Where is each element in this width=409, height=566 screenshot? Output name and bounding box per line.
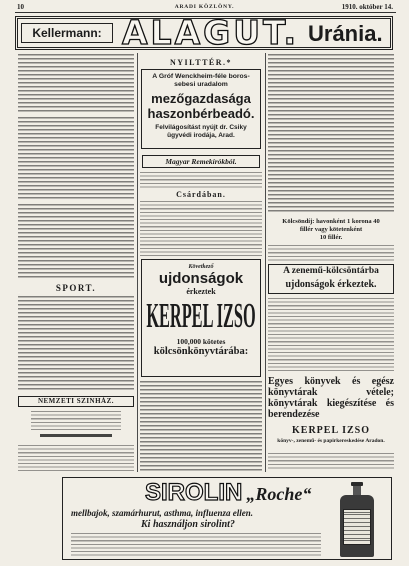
sirolin-question: Ki használjon sirolint? (141, 519, 235, 530)
estate-ad-headline: mezőgazdasága (151, 91, 251, 106)
music-library-ad (268, 264, 394, 294)
sirolin-bottle-illustration (333, 482, 383, 558)
sirolin-indications: mellbajok, szamárhurut, asthma, influenza ellen. (71, 508, 254, 518)
estate-ad-line: sebesi uradalom (174, 81, 228, 88)
music-ad-line: A zenemű-kölcsöntárba (283, 266, 379, 276)
estate-ad-headline: haszonbérbeadó. (147, 106, 255, 121)
text-block (18, 54, 134, 114)
fee-line: Kölcsöndíj: havonként 1 korona 40 (282, 218, 380, 225)
text-block (18, 296, 134, 392)
sirolin-ad (62, 477, 392, 560)
text-block (268, 54, 394, 214)
banner-venue: Uránia. (308, 21, 383, 46)
estate-ad-contact: ügyvédi irodája, Arad. (167, 132, 235, 139)
column-rule-right (265, 53, 266, 472)
banner-title: ALAGUT. (122, 13, 300, 52)
lending-fee-notice (268, 218, 394, 242)
estate-ad-line: A Gróf Wenckheim-féle boros- (152, 73, 250, 80)
text-block (140, 201, 262, 257)
section-heading-nyiltter: NYILTTÉR.* (169, 58, 233, 67)
text-block (18, 445, 134, 471)
kerpel-name-wrapper (142, 297, 260, 337)
page-number: 10 (17, 3, 24, 11)
sirolin-brand-row (145, 480, 311, 507)
text-block (71, 533, 321, 557)
kerpel-library-ad (141, 259, 261, 377)
banner-ad (15, 13, 393, 52)
text-block (268, 245, 394, 261)
books-ad-business: könyv-, zenemű- és papirkereskedése Aradon. (277, 438, 385, 444)
kerpel-ad-intro: Következő (188, 264, 214, 270)
books-ad-headline: Egyes könyvek és egész könyvtárak vétele; könyvtárak kiegészítése és berendezése (268, 376, 394, 420)
kerpel-name: KERPEL IZSO (146, 298, 256, 336)
text-block (18, 117, 134, 201)
play-title-block (40, 434, 112, 441)
text-block (268, 453, 394, 470)
theatre-heading: NEMZETI SZINHÁZ. (18, 396, 134, 407)
text-block (18, 204, 134, 280)
literature-series-box: Magyar Remekírókból. (142, 155, 260, 168)
banner-author-label: Kellermann: (21, 23, 113, 43)
kerpel-ad-headline: ujdonságok (158, 270, 244, 287)
kerpel-ad-library: kölcsönkönyvtárába: (153, 346, 249, 357)
estate-lease-ad (141, 69, 261, 149)
text-block (140, 172, 262, 188)
kerpel-ad-sub: érkeztek (186, 287, 216, 296)
text-block (268, 298, 394, 372)
estate-ad-contact: Felvilágosítást nyújt dr. Csiky (155, 124, 247, 131)
sirolin-brand: SIROLIN (145, 479, 243, 506)
music-ad-line: ujdonságok érkeztek. (285, 279, 377, 290)
masthead: ARADI KÖZLÖNY. (174, 4, 235, 10)
issue-date: 1910. október 14. (341, 3, 393, 11)
text-block (140, 381, 262, 471)
theatre-program-lines (31, 411, 121, 431)
fee-line: 10 fillér. (319, 234, 343, 241)
books-ad-name: KERPEL IZSO (292, 425, 370, 436)
sirolin-maker: „Roche“ (246, 484, 312, 504)
kerpel-ad-volumes: 100,000 kötetes (176, 337, 226, 346)
column-rule-left (137, 53, 138, 472)
story-title: Csárdában. (176, 190, 226, 199)
sport-heading: SPORT. (55, 283, 97, 293)
fee-line: fillér vagy kötetenként (299, 226, 363, 233)
